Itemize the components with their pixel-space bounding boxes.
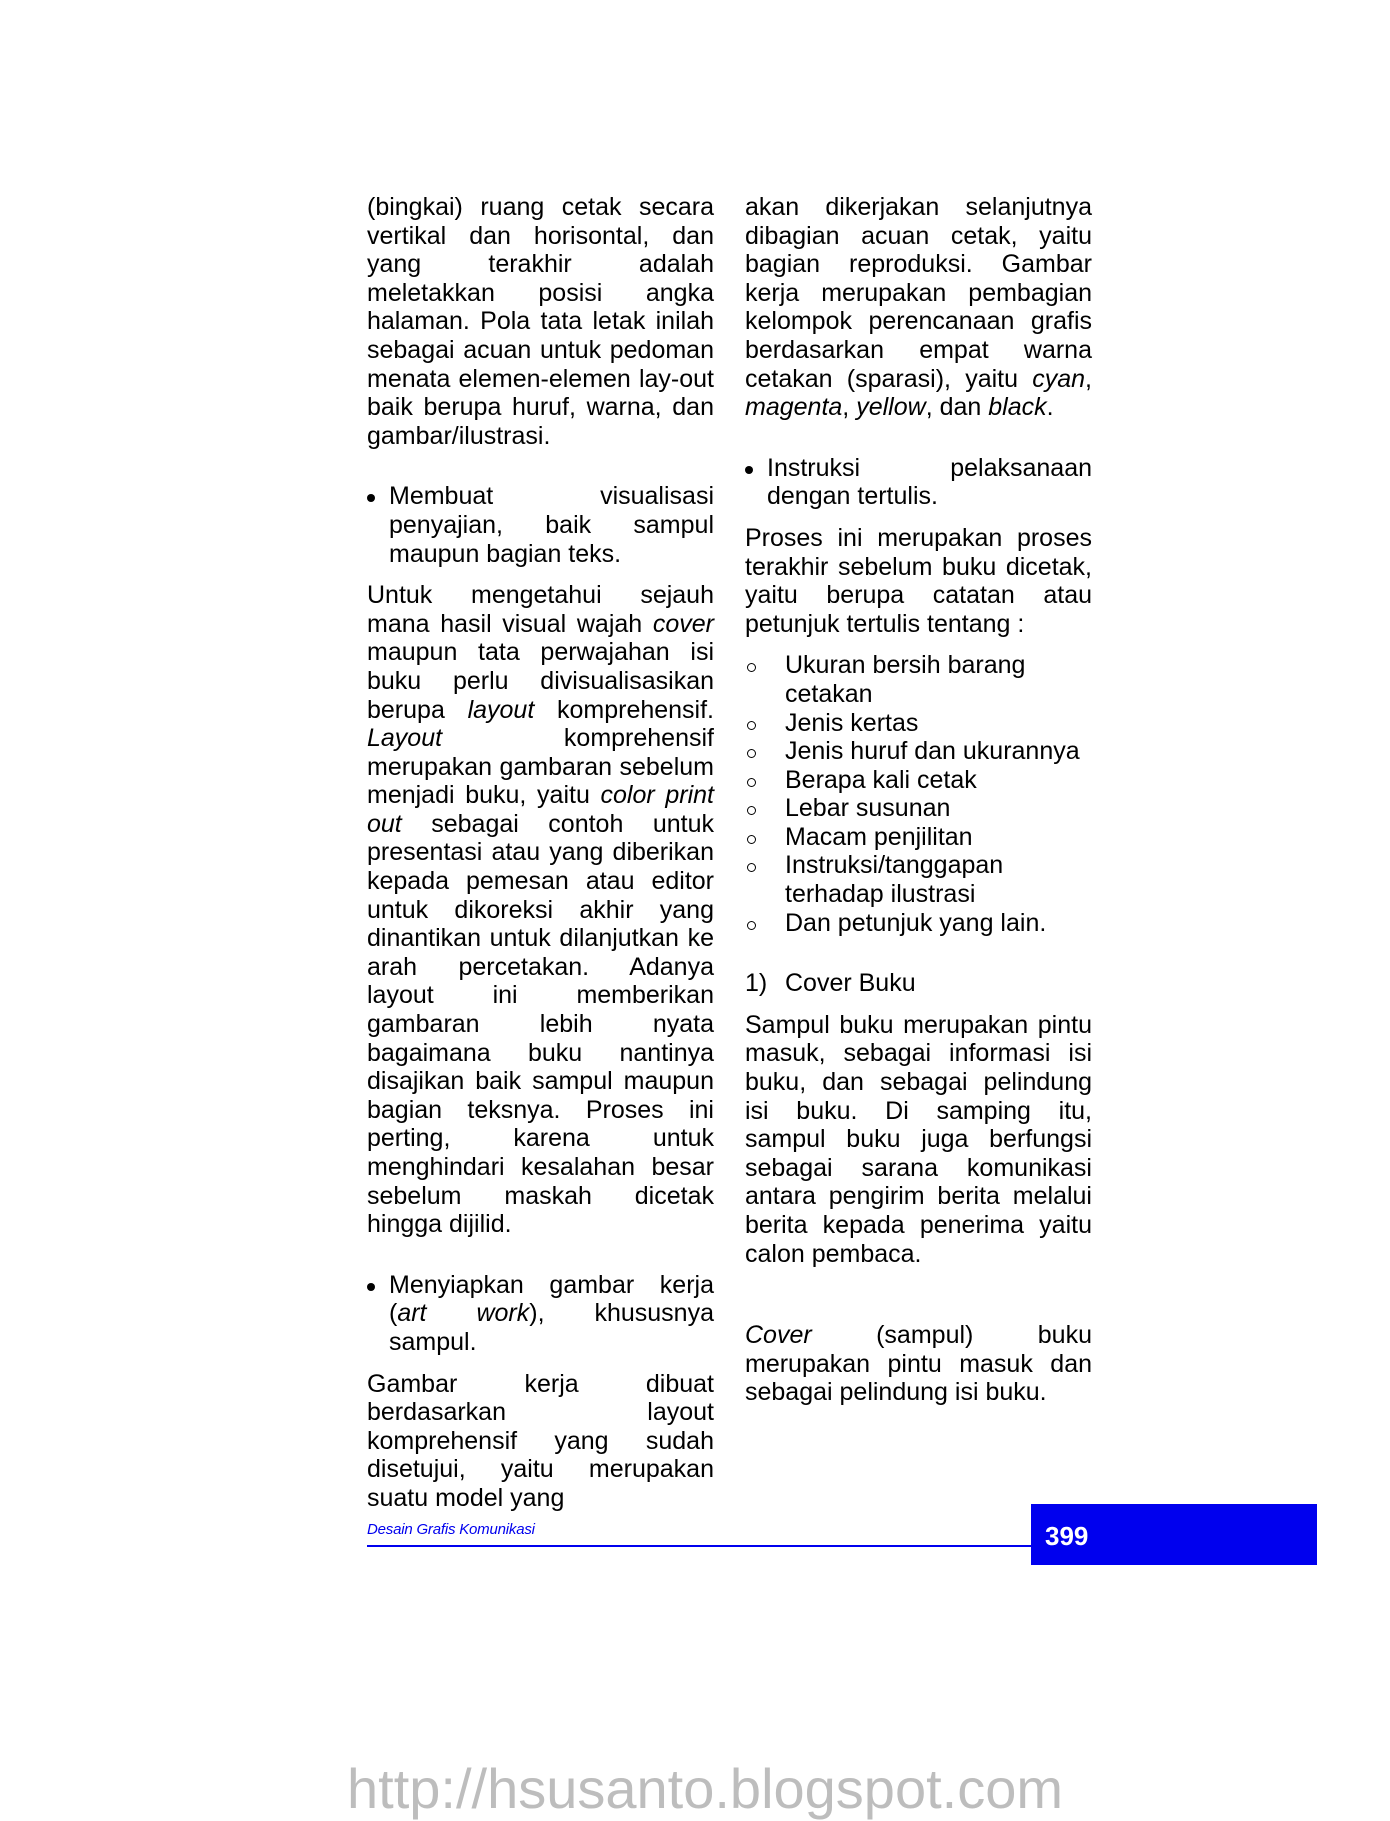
page-number: 399 <box>1045 1521 1089 1551</box>
bullet-text: Membuat visualisasi penyajian, baik sampul maupun bagian teks. <box>389 482 714 568</box>
list-item-text: Lebar susunan <box>785 794 951 823</box>
list-item <box>745 651 1092 708</box>
bullet-icon <box>745 466 753 474</box>
bullet-item <box>367 1271 714 1357</box>
list-item <box>745 794 1092 823</box>
list-item-text: Macam penjilitan <box>785 822 973 851</box>
instruction-list <box>745 651 1092 937</box>
bullet-text: Instruksi pelaksanaan dengan tertulis. <box>767 453 1092 511</box>
italic-term: Layout <box>367 724 443 753</box>
list-item <box>745 737 1092 766</box>
text-run: komprehensif merupakan gambaran sebelum menjadi buku, yaitu <box>367 724 714 810</box>
italic-term: color print out <box>367 781 714 838</box>
italic-term: cover <box>652 609 714 638</box>
paragraph: Sampul buku merupakan pintu masuk, sebagai informasi isi buku, dan sebagai pelindung isi buku. Di samping itu, sampul buku juga berfungsi sebagai sarana komunikasi antara pengirim berita melalui berita kepada penerima yaitu calon pembaca. <box>745 1010 1092 1268</box>
text-run: (sampul) buku merupakan pintu masuk dan sebagai pelindung isi buku. <box>745 1321 1092 1407</box>
list-item-text: Ukuran bersih barang cetakan <box>785 651 1026 708</box>
circle-bullet-icon <box>747 835 756 844</box>
text-run: , <box>842 393 857 422</box>
list-item <box>745 909 1092 938</box>
section-number: 1) <box>745 969 768 998</box>
text-run: , <box>1085 364 1092 393</box>
italic-term: cyan <box>1032 364 1086 393</box>
text-run: sebagai contoh untuk presentasi atau yang diberikan kepada pemesan atau editor untuk dikoreksi akhir yang dinantikan untuk dilanjutkan ke arah percetakan. Adanya layout ini memberikan gambaran lebih nyata bagaimana buku nantinya disajikan baik sampul maupun bagian teksnya. Proses ini perting, karena untuk menghindari kesalahan besar sebelum maskah dicetak hingga dijilid. <box>367 809 714 1239</box>
paragraph: (bingkai) ruang cetak secara vertikal dan horisontal, dan yang terakhir adalah meletakkan posisi angka halaman. Pola tata letak inilah sebagai acuan untuk pedoman menata elemen-elemen lay-out baik berupa huruf, warna, dan gambar/ilustrasi. <box>367 193 714 450</box>
text-run: maupun tata perwajahan isi buku perlu divisualisasikan berupa <box>367 638 714 724</box>
text-run: . <box>1046 393 1054 422</box>
list-item <box>745 766 1092 795</box>
text-run: Untuk mengetahui sejauh mana hasil visual wajah <box>367 581 714 638</box>
bullet-icon <box>367 494 375 502</box>
circle-bullet-icon <box>747 778 756 787</box>
paragraph <box>745 1321 1092 1407</box>
watermark-url: http://hsusanto.blogspot.com <box>347 1757 1063 1820</box>
text-run: akan dikerjakan selanjutnya dibagian acuan cetak, yaitu bagian reproduksi. Gambar kerja merupakan pembagian kelompok perencanaan grafis berdasarkan empat warna cetakan (sparasi), yaitu <box>745 193 1092 393</box>
circle-bullet-icon <box>747 663 756 672</box>
italic-term: art work <box>397 1299 530 1328</box>
paragraph: Gambar kerja dibuat berdasarkan layout komprehensif yang sudah disetujui, yaitu merupakan suatu model yang <box>367 1369 714 1512</box>
page-number-badge <box>1031 1504 1317 1565</box>
paragraph <box>367 581 714 1239</box>
list-item <box>745 851 1092 908</box>
list-item-text: Dan petunjuk yang lain. <box>785 908 1047 937</box>
italic-term: magenta <box>745 393 843 422</box>
list-item-text: Jenis huruf dan ukurannya <box>785 737 1080 766</box>
italic-term: layout <box>467 695 535 724</box>
paragraph <box>745 193 1092 422</box>
left-column <box>367 193 714 1526</box>
circle-bullet-icon <box>747 863 756 872</box>
circle-bullet-icon <box>747 806 756 815</box>
paragraph: Proses ini merupakan proses terakhir sebelum buku dicetak, yaitu berupa catatan atau petunjuk tertulis tentang : <box>745 523 1092 638</box>
circle-bullet-icon <box>747 749 756 758</box>
italic-term: yellow <box>856 393 926 422</box>
circle-bullet-icon <box>747 921 756 930</box>
italic-term: black <box>988 393 1047 422</box>
section-title: Cover Buku <box>785 969 916 998</box>
list-item <box>745 823 1092 852</box>
circle-bullet-icon <box>747 721 756 730</box>
text-run: ), khususnya sampul. <box>389 1299 714 1356</box>
list-item-text: Instruksi/tanggapan terhadap ilustrasi <box>785 851 1004 909</box>
bullet-icon <box>367 1283 375 1291</box>
footer-book-title: Desain Grafis Komunikasi <box>367 1521 535 1538</box>
text-run: , dan <box>925 393 989 422</box>
text-run: Menyiapkan gambar kerja ( <box>389 1270 714 1328</box>
section-heading <box>745 969 1092 998</box>
italic-term: Cover <box>745 1321 812 1350</box>
list-item <box>745 709 1092 738</box>
bullet-item <box>745 454 1092 511</box>
list-item-text: Jenis kertas <box>785 708 919 737</box>
footer-divider <box>367 1545 1032 1547</box>
text-run: komprehensif. <box>534 695 715 724</box>
list-item-text: Berapa kali cetak <box>785 765 977 794</box>
bullet-item <box>367 482 714 568</box>
right-column <box>745 193 1092 1420</box>
